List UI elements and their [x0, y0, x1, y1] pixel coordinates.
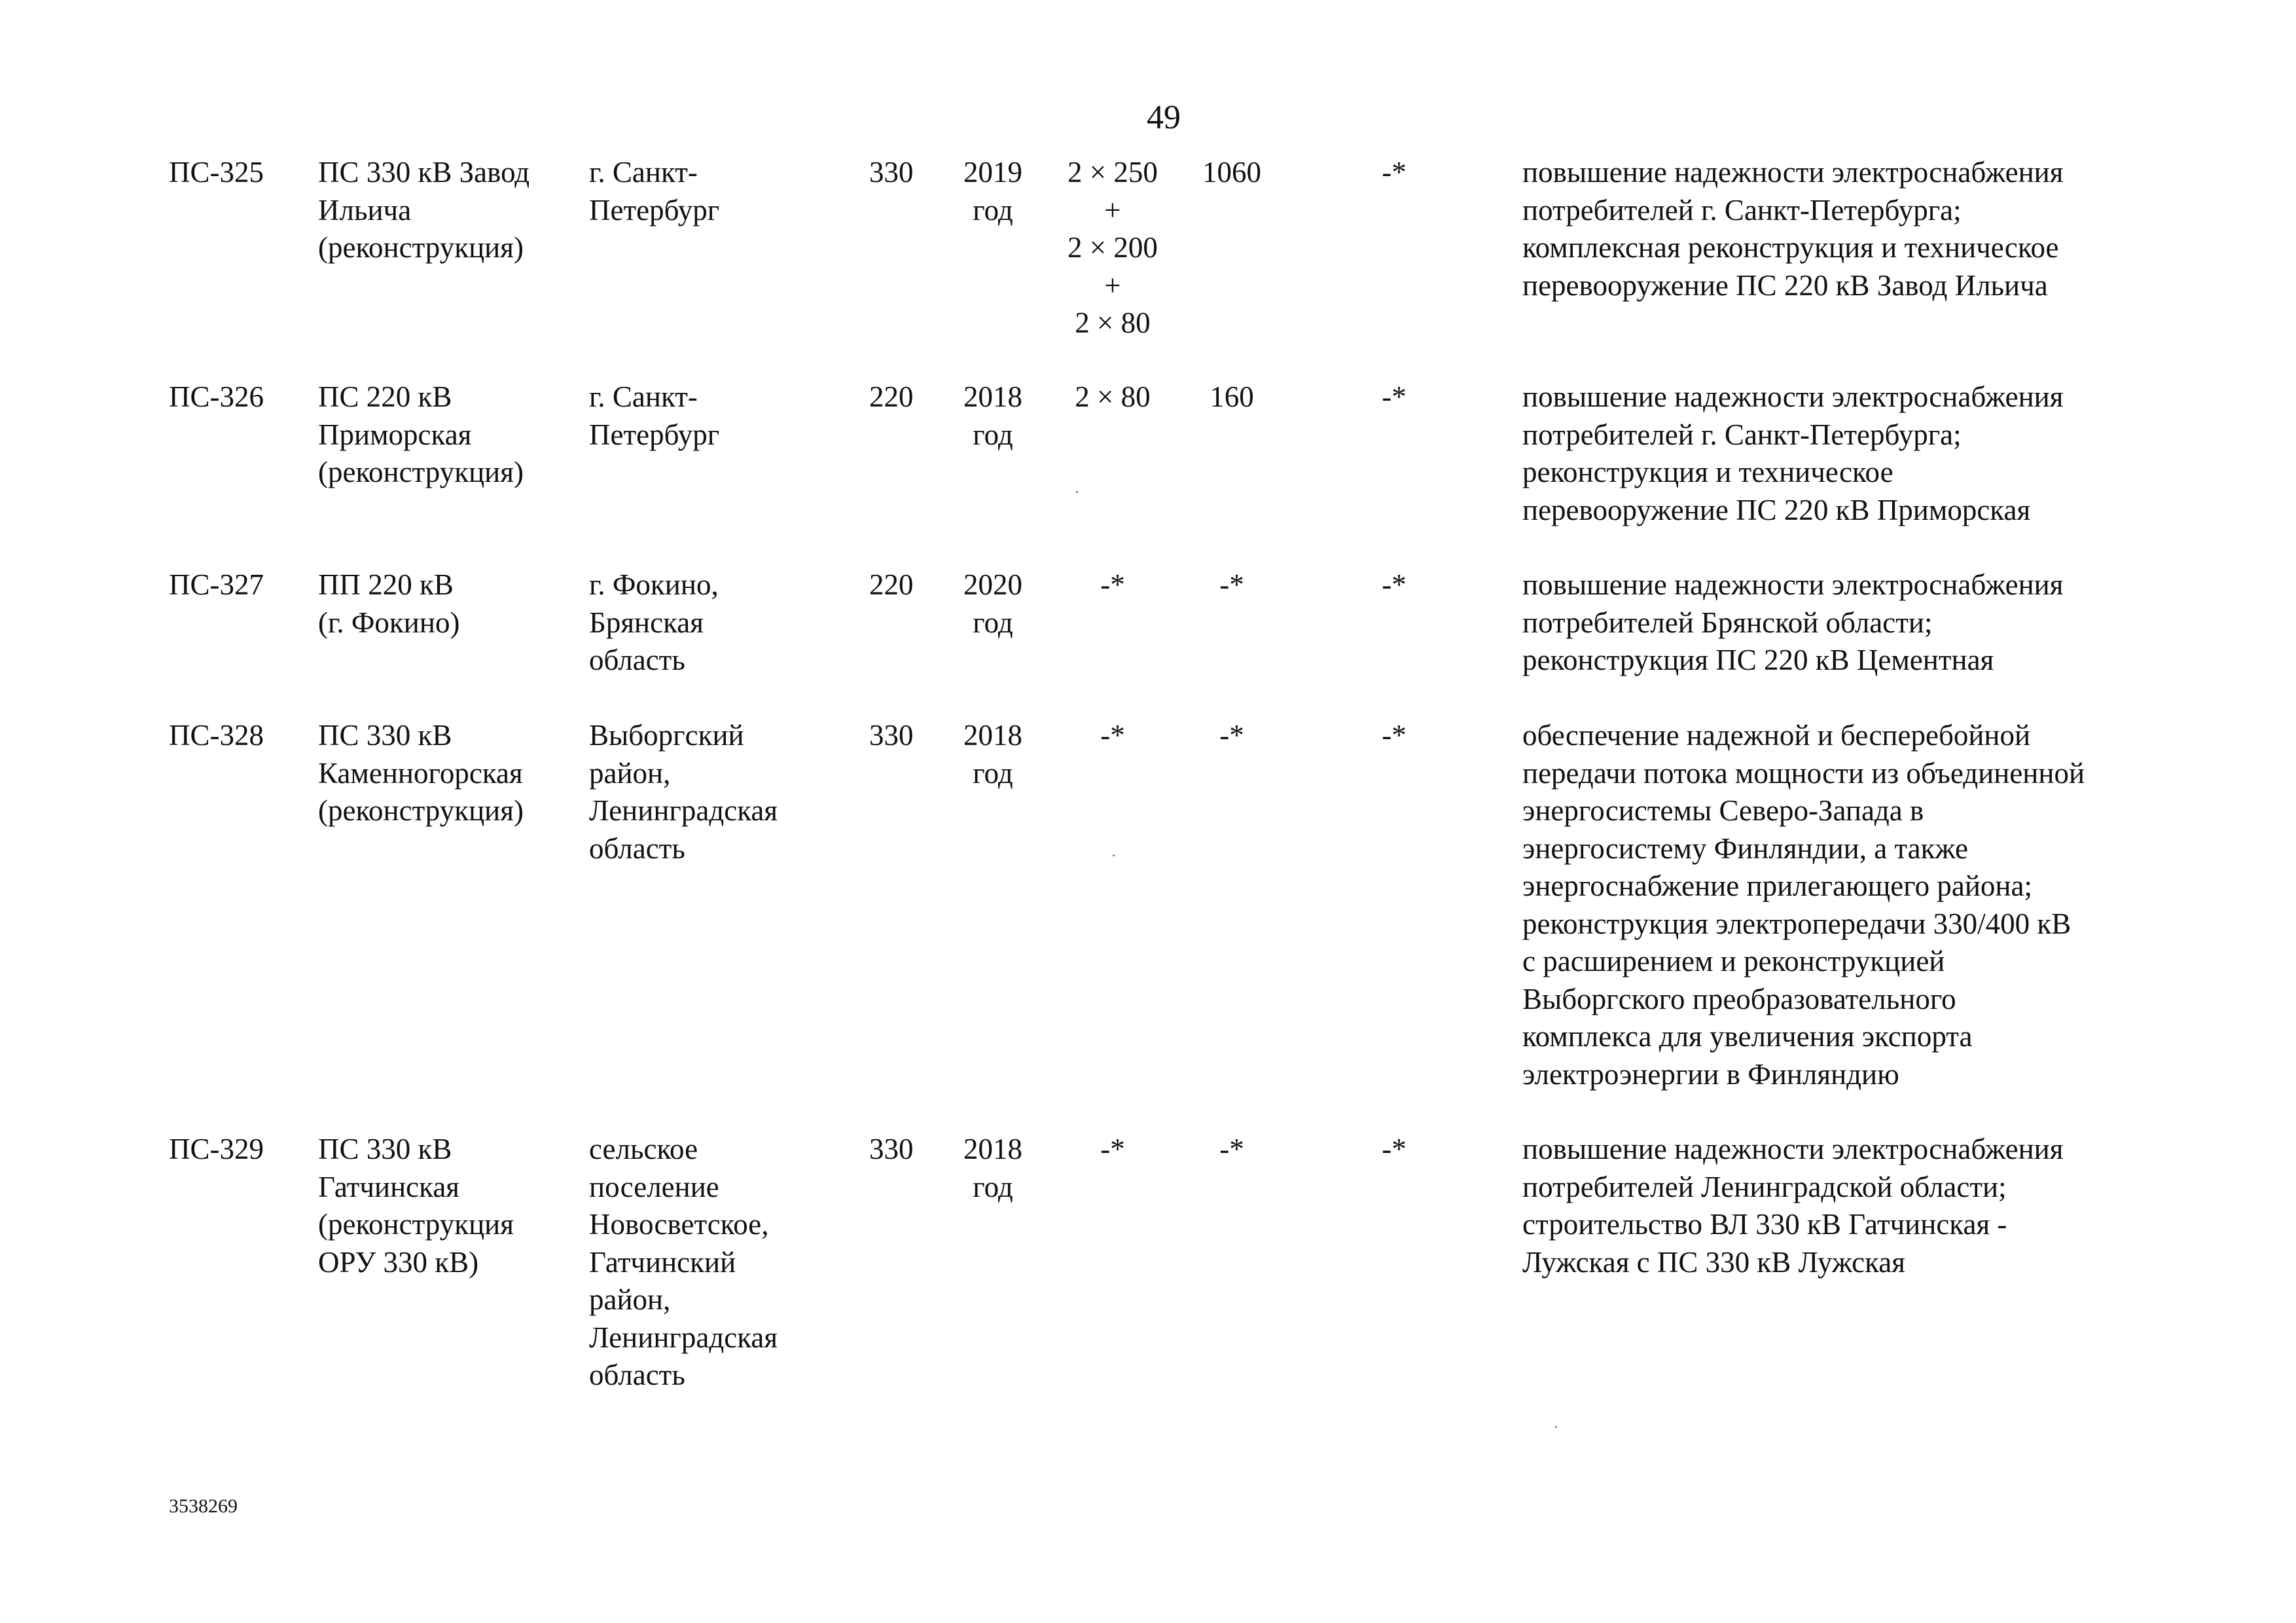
transformer-units: 2 × 80 — [1075, 380, 1151, 413]
project-purpose: обеспечение надежной и бесперебойной передачи потока мощности из объединенной энергосистемы Северо-Запада в энергосистему Финляндии, а также энергоснабжение прилегающего района; реконструкция электропередачи 330/400 кВ с расширением и реконструкцией Выборгского преобразовательного комплекса для увеличения экспорта электроэнергии в Финляндию — [1522, 719, 2085, 1091]
voltage-class: 220 — [869, 568, 914, 601]
project-purpose: повышение надежности электроснабжения потребителей г. Санкт-Петербурга; реконструкция и техническое перевооружение ПС 220 кВ Приморская — [1522, 380, 2064, 526]
object-name: ПС 220 кВ Приморская (реконструкция) — [318, 380, 524, 488]
object-code: ПС-329 — [169, 1133, 264, 1165]
project-purpose: повышение надежности электроснабжения потребителей Брянской области; реконструкция ПС 220 кВ Цементная — [1522, 568, 2064, 676]
transformer-units: -* — [1100, 568, 1125, 601]
object-location: Выборгский район, Ленинградская область — [589, 719, 778, 865]
scan-speck — [1076, 491, 1078, 493]
voltage-class: 330 — [869, 1133, 914, 1165]
object-location: г. Фокино, Брянская область — [589, 568, 719, 676]
scan-speck — [1555, 1426, 1557, 1428]
object-location: сельское поселение Новосветское, Гатчинский район, Ленинградская область — [589, 1133, 778, 1391]
transformer-units: -* — [1100, 1133, 1125, 1165]
line-length: -* — [1382, 1133, 1407, 1165]
line-length: -* — [1382, 380, 1407, 413]
object-code: ПС-328 — [169, 719, 264, 752]
line-length: -* — [1382, 156, 1407, 189]
object-code: ПС-327 — [169, 568, 264, 601]
commissioning-year: 2019 год — [963, 156, 1022, 227]
commissioning-year: 2020 год — [963, 568, 1022, 639]
page-number: 49 — [1147, 99, 1181, 136]
transformer-capacity: -* — [1219, 568, 1244, 601]
transformer-capacity: 1060 — [1202, 156, 1261, 189]
voltage-class: 330 — [869, 719, 914, 752]
transformer-capacity: 160 — [1210, 380, 1254, 413]
object-code: ПС-326 — [169, 380, 264, 413]
object-location: г. Санкт- Петербург — [589, 380, 720, 451]
transformer-units: 2 × 250 + 2 × 200 + 2 × 80 — [1067, 156, 1158, 339]
document-id: 3538269 — [169, 1495, 238, 1517]
scan-speck — [1113, 854, 1115, 856]
commissioning-year: 2018 год — [963, 719, 1022, 790]
line-length: -* — [1382, 568, 1407, 601]
commissioning-year: 2018 год — [963, 380, 1022, 451]
object-name: ПС 330 кВ Завод Ильича (реконструкция) — [318, 156, 530, 264]
project-purpose: повышение надежности электроснабжения потребителей г. Санкт-Петербурга; комплексная реконструкция и техническое перевооружение ПС 220 кВ Завод Ильича — [1522, 156, 2064, 302]
voltage-class: 330 — [869, 156, 914, 189]
voltage-class: 220 — [869, 380, 914, 413]
object-code: ПС-325 — [169, 156, 264, 189]
object-location: г. Санкт- Петербург — [589, 156, 720, 227]
project-purpose: повышение надежности электроснабжения потребителей Ленинградской области; строительство ВЛ 330 кВ Гатчинская - Лужская с ПС 330 кВ Лужская — [1522, 1133, 2064, 1279]
object-name: ПС 330 кВ Гатчинская (реконструкция ОРУ 330 кВ) — [318, 1133, 514, 1279]
object-name: ПП 220 кВ (г. Фокино) — [318, 568, 460, 639]
object-name: ПС 330 кВ Каменногорская (реконструкция) — [318, 719, 524, 827]
transformer-capacity: -* — [1219, 1133, 1244, 1165]
transformer-units: -* — [1100, 719, 1125, 752]
line-length: -* — [1382, 719, 1407, 752]
commissioning-year: 2018 год — [963, 1133, 1022, 1203]
transformer-capacity: -* — [1219, 719, 1244, 752]
